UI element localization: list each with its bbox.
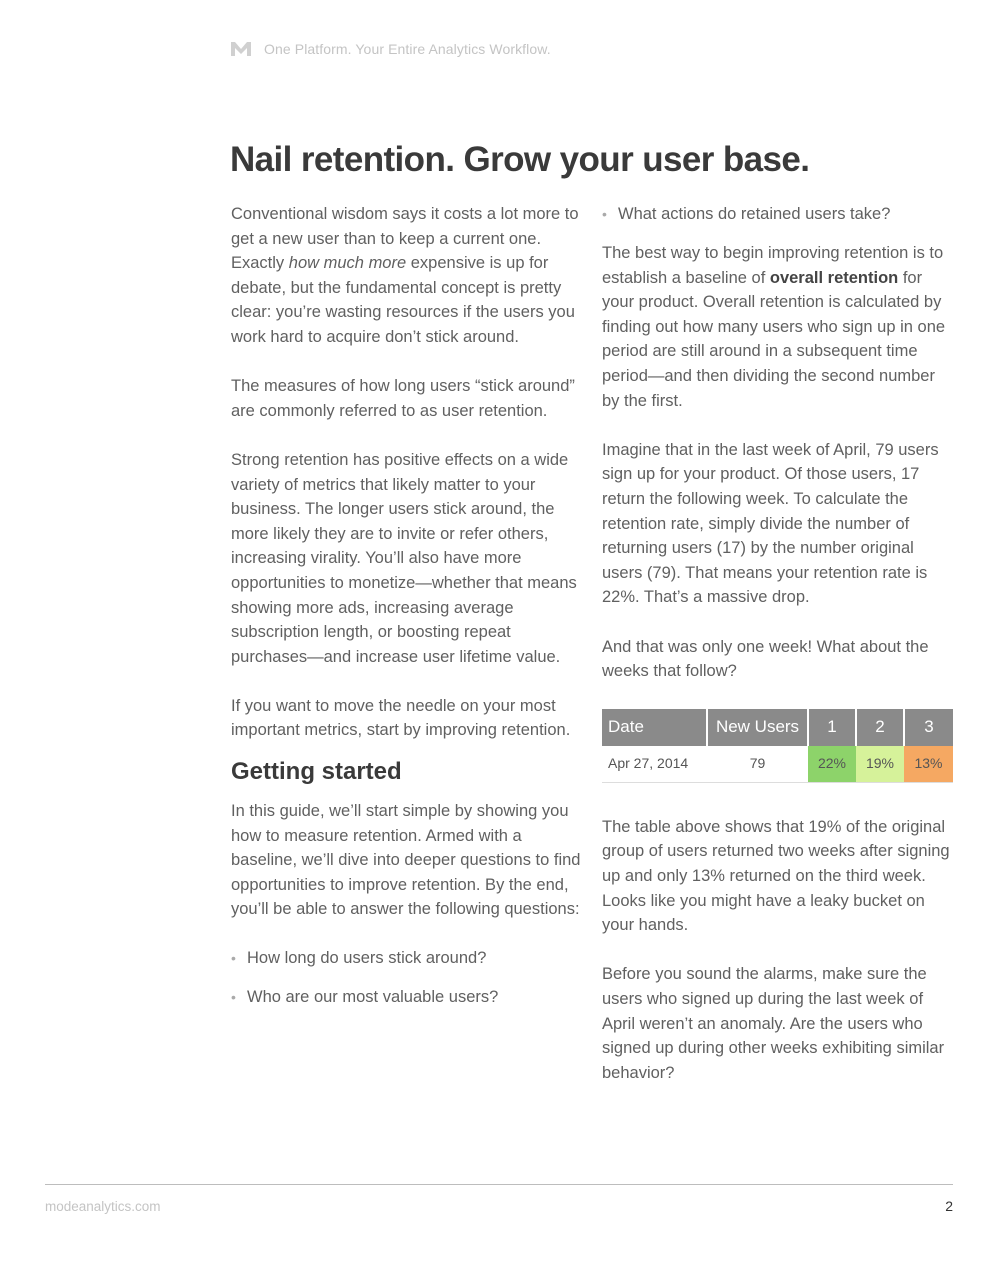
column-header-date: Date [602, 709, 707, 746]
following-weeks-paragraph: And that was only one week! What about the weeks that follow? [602, 637, 929, 681]
guide-paragraph: In this guide, we’ll start simple by showing you how to measure retention. Armed with a baseline, we’ll dive into deeper questions to find opportunities to improve retention. By the end, you’ll be able to answer the following questions: [231, 802, 581, 919]
column-header-week-1: 1 [808, 709, 856, 746]
footer-site-link[interactable]: modeanalytics.com [45, 1199, 161, 1214]
anomaly-paragraph: Before you sound the alarms, make sure the users who signed up during the last week of April weren’t an anomaly. Are the users who signed up during other weeks exhibiting similar behavior? [602, 965, 945, 1082]
cell-week-1: 22% [808, 746, 856, 783]
move-needle-paragraph: If you want to move the needle on your most important metrics, start by improving retention. [231, 696, 571, 740]
retention-definition-paragraph: The measures of how long users “stick around” are commonly referred to as user retention. [231, 377, 575, 420]
baseline-paragraph: The best way to begin improving retention is to establish a baseline of overall retention for your product. Overall retention is calculated by finding out how many users who sign up in one period are still around in a subsequent time period—and then dividing the second number by the first. [602, 244, 946, 410]
header-tagline: One Platform. Your Entire Analytics Workflow. [264, 41, 551, 57]
cell-week-3: 13% [904, 746, 953, 783]
mode-logo-icon [230, 41, 252, 57]
list-item: • How long do users stick around? [231, 946, 581, 971]
list-item: • Who are our most valuable users? [231, 985, 581, 1010]
right-column [602, 202, 952, 1110]
questions-list [231, 946, 581, 1010]
table-summary-paragraph: The table above shows that 19% of the original group of users returned two weeks after signing up and only 13% returned on the third week. Looks like you might have a leaky bucket on your hands. [602, 817, 950, 935]
list-item: • What actions do retained users take? [602, 202, 952, 227]
example-paragraph: Imagine that in the last week of April, 79 users sign up for your product. Of those users, 17 return the following week. To calculate the retention rate, simply divide the number of returning users (17) by the number original users (79). That means your retention rate is 22%. That’s a massive drop. [602, 440, 939, 607]
page-header [230, 38, 551, 60]
table-row [602, 746, 953, 783]
retention-table [602, 709, 953, 783]
section-heading-getting-started: Getting started [231, 758, 402, 786]
cell-week-2: 19% [856, 746, 904, 783]
column-header-week-2: 2 [856, 709, 904, 746]
retention-effects-paragraph: Strong retention has positive effects on a wide variety of metrics that likely matter to your business. The longer users stick around, the more likely they are to invite or refer others, increasing virality. You’ll also have more opportunities to monetize—whether that means showing more ads, increasing average subscription length, or boosting repeat purchases—and increase user lifetime value. [231, 450, 577, 666]
table-header-row [602, 709, 953, 746]
intro-paragraph: Conventional wisdom says it costs a lot more to get a new user than to keep a current one. Exactly how much more expensive is up for debate, but the fundamental concept is pretty clear: you’re wasting resources if the users you work hard to acquire don’t stick around. [231, 205, 579, 346]
emphasis-text: how much more [288, 254, 407, 273]
page-number: 2 [945, 1198, 953, 1214]
cell-new-users: 79 [707, 746, 808, 783]
left-column [231, 202, 581, 1024]
footer-divider [45, 1184, 953, 1185]
cell-date: Apr 27, 2014 [602, 746, 707, 783]
page-title: Nail retention. Grow your user base. [230, 140, 810, 179]
column-header-new-users: New Users [707, 709, 808, 746]
column-header-week-3: 3 [904, 709, 953, 746]
questions-list-continued [602, 202, 952, 227]
overall-retention-term: overall retention [769, 268, 899, 287]
